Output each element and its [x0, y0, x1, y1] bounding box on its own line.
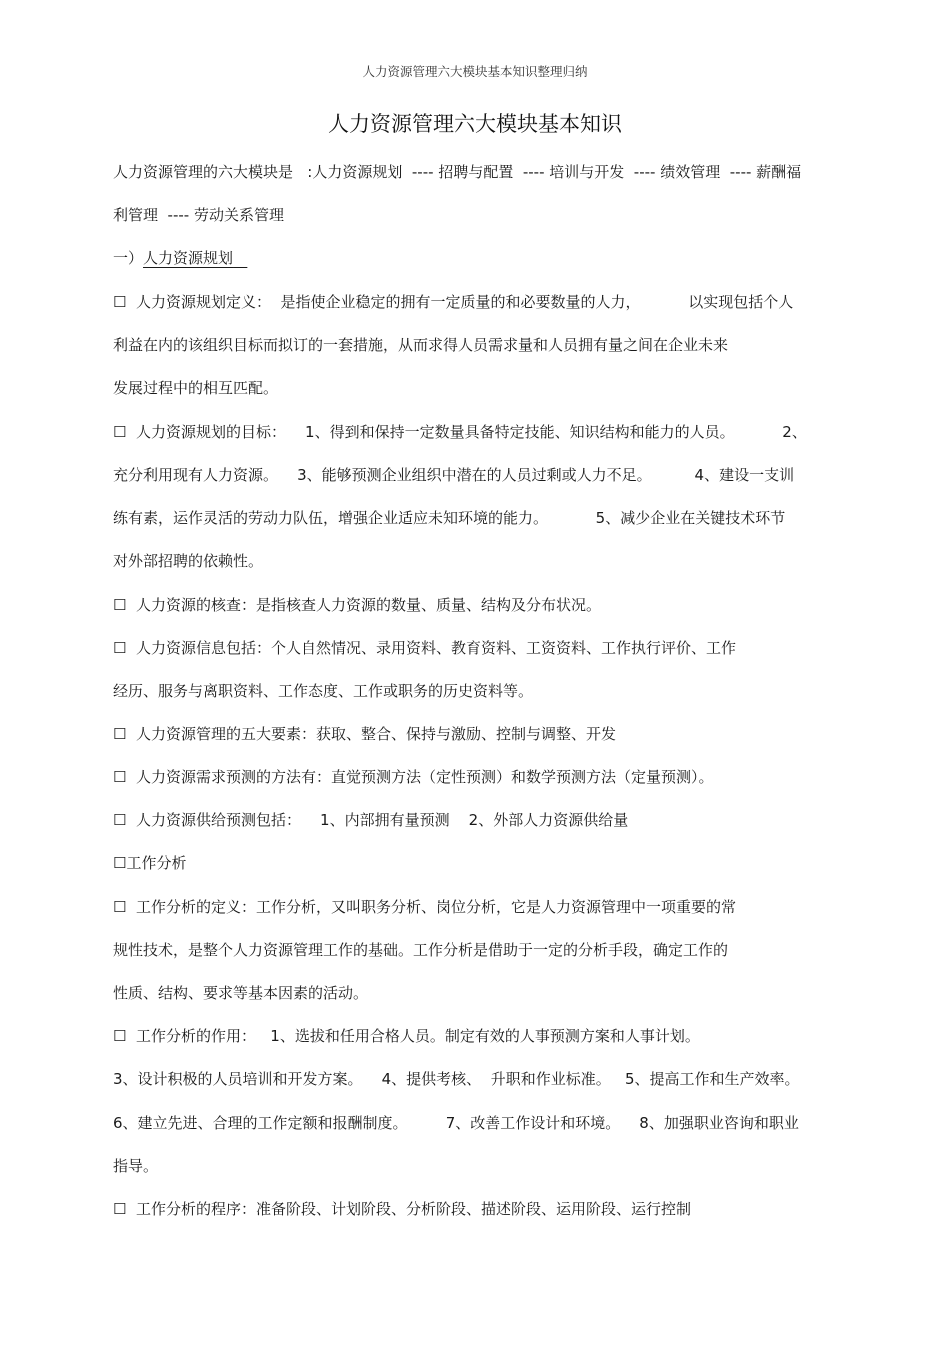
running-header: 人力资源管理六大模块基本知识整理归纳: [362, 64, 588, 79]
paragraph-line: 对外部招聘的依赖性。: [113, 552, 264, 570]
section-number: 一）: [113, 249, 144, 267]
paragraph-line: 经历、服务与离职资料、工作态度、工作或职务的历史资料等。: [113, 682, 534, 700]
section-title: 人力资源规划: [143, 249, 234, 267]
paragraph-line: ☐ 人力资源的核查：是指核查人力资源的数量、质量、结构及分布状况。: [113, 596, 601, 614]
paragraph-line: 规性技术，是整个人力资源管理工作的基础。工作分析是借助于一定的分析手段，确定工作的: [113, 941, 729, 959]
paragraph-line: ☐ 工作分析的定义：工作分析，又叫职务分析、岗位分析，它是人力资源管理中一项重要的常: [113, 898, 736, 916]
document-title: 人力资源管理六大模块基本知识: [328, 112, 622, 136]
paragraph-line: ☐ 工作分析的程序：准备阶段、计划阶段、分析阶段、描述阶段、运用阶段、运行控制: [113, 1200, 691, 1218]
paragraph-line: 性质、结构、要求等基本因素的活动。: [113, 984, 369, 1002]
intro-line-1: 人力资源管理的六大模块是 :人力资源规划 ---- 招聘与配置 ---- 培训与开发 ---- 绩效管理 ---- 薪酬福: [113, 163, 802, 181]
section-heading: [113, 248, 843, 268]
paragraph-line: 发展过程中的相互匹配。: [113, 379, 279, 397]
paragraph-line: ☐ 人力资源管理的五大要素：获取、整合、保持与激励、控制与调整、开发: [113, 725, 616, 743]
paragraph-line: 6、建立先进、合理的工作定额和报酬制度。 7、改善工作设计和环境。 8、加强职业咨询和职业: [113, 1114, 799, 1132]
paragraph-line: 利益在内的该组织目标而拟订的一套措施，从而求得人员需求量和人员拥有量之间在企业未来: [113, 336, 729, 354]
paragraph-line: 3、设计积极的人员培训和开发方案。 4、提供考核、 升职和作业标准。 5、提高工作和生产效率。: [113, 1070, 800, 1088]
paragraph-line: 指导。: [113, 1157, 159, 1175]
subsection-heading: ☐工作分析: [113, 854, 187, 872]
paragraph-line: 练有素，运作灵活的劳动力队伍，增强企业适应未知环境的能力。 5、减少企业在关键技术环节: [113, 509, 786, 527]
paragraph-line: ☐ 人力资源供给预测包括： 1、内部拥有量预测 2、外部人力资源供给量: [113, 811, 629, 829]
intro-line-2: 利管理 ---- 劳动关系管理: [113, 206, 284, 224]
paragraph-line: ☐ 人力资源规划的目标： 1、得到和保持一定数量具备特定技能、知识结构和能力的人员。 2、: [113, 423, 807, 441]
paragraph-line: ☐ 工作分析的作用： 1、选拔和任用合格人员。制定有效的人事预测方案和人事计划。: [113, 1027, 700, 1045]
paragraph-line: ☐ 人力资源信息包括：个人自然情况、录用资料、教育资料、工资资料、工作执行评价、工作: [113, 639, 736, 657]
paragraph-line: ☐ 人力资源需求预测的方法有：直觉预测方法（定性预测）和数学预测方法（定量预测）。: [113, 768, 714, 786]
paragraph-line: ☐ 人力资源规划定义： 是指使企业稳定的拥有一定质量的和必要数量的人力， 以实现包括个人: [113, 293, 794, 311]
paragraph-line: 充分利用现有人力资源。 3、能够预测企业组织中潜在的人员过剩或人力不足。 4、建设一支训: [113, 466, 795, 484]
